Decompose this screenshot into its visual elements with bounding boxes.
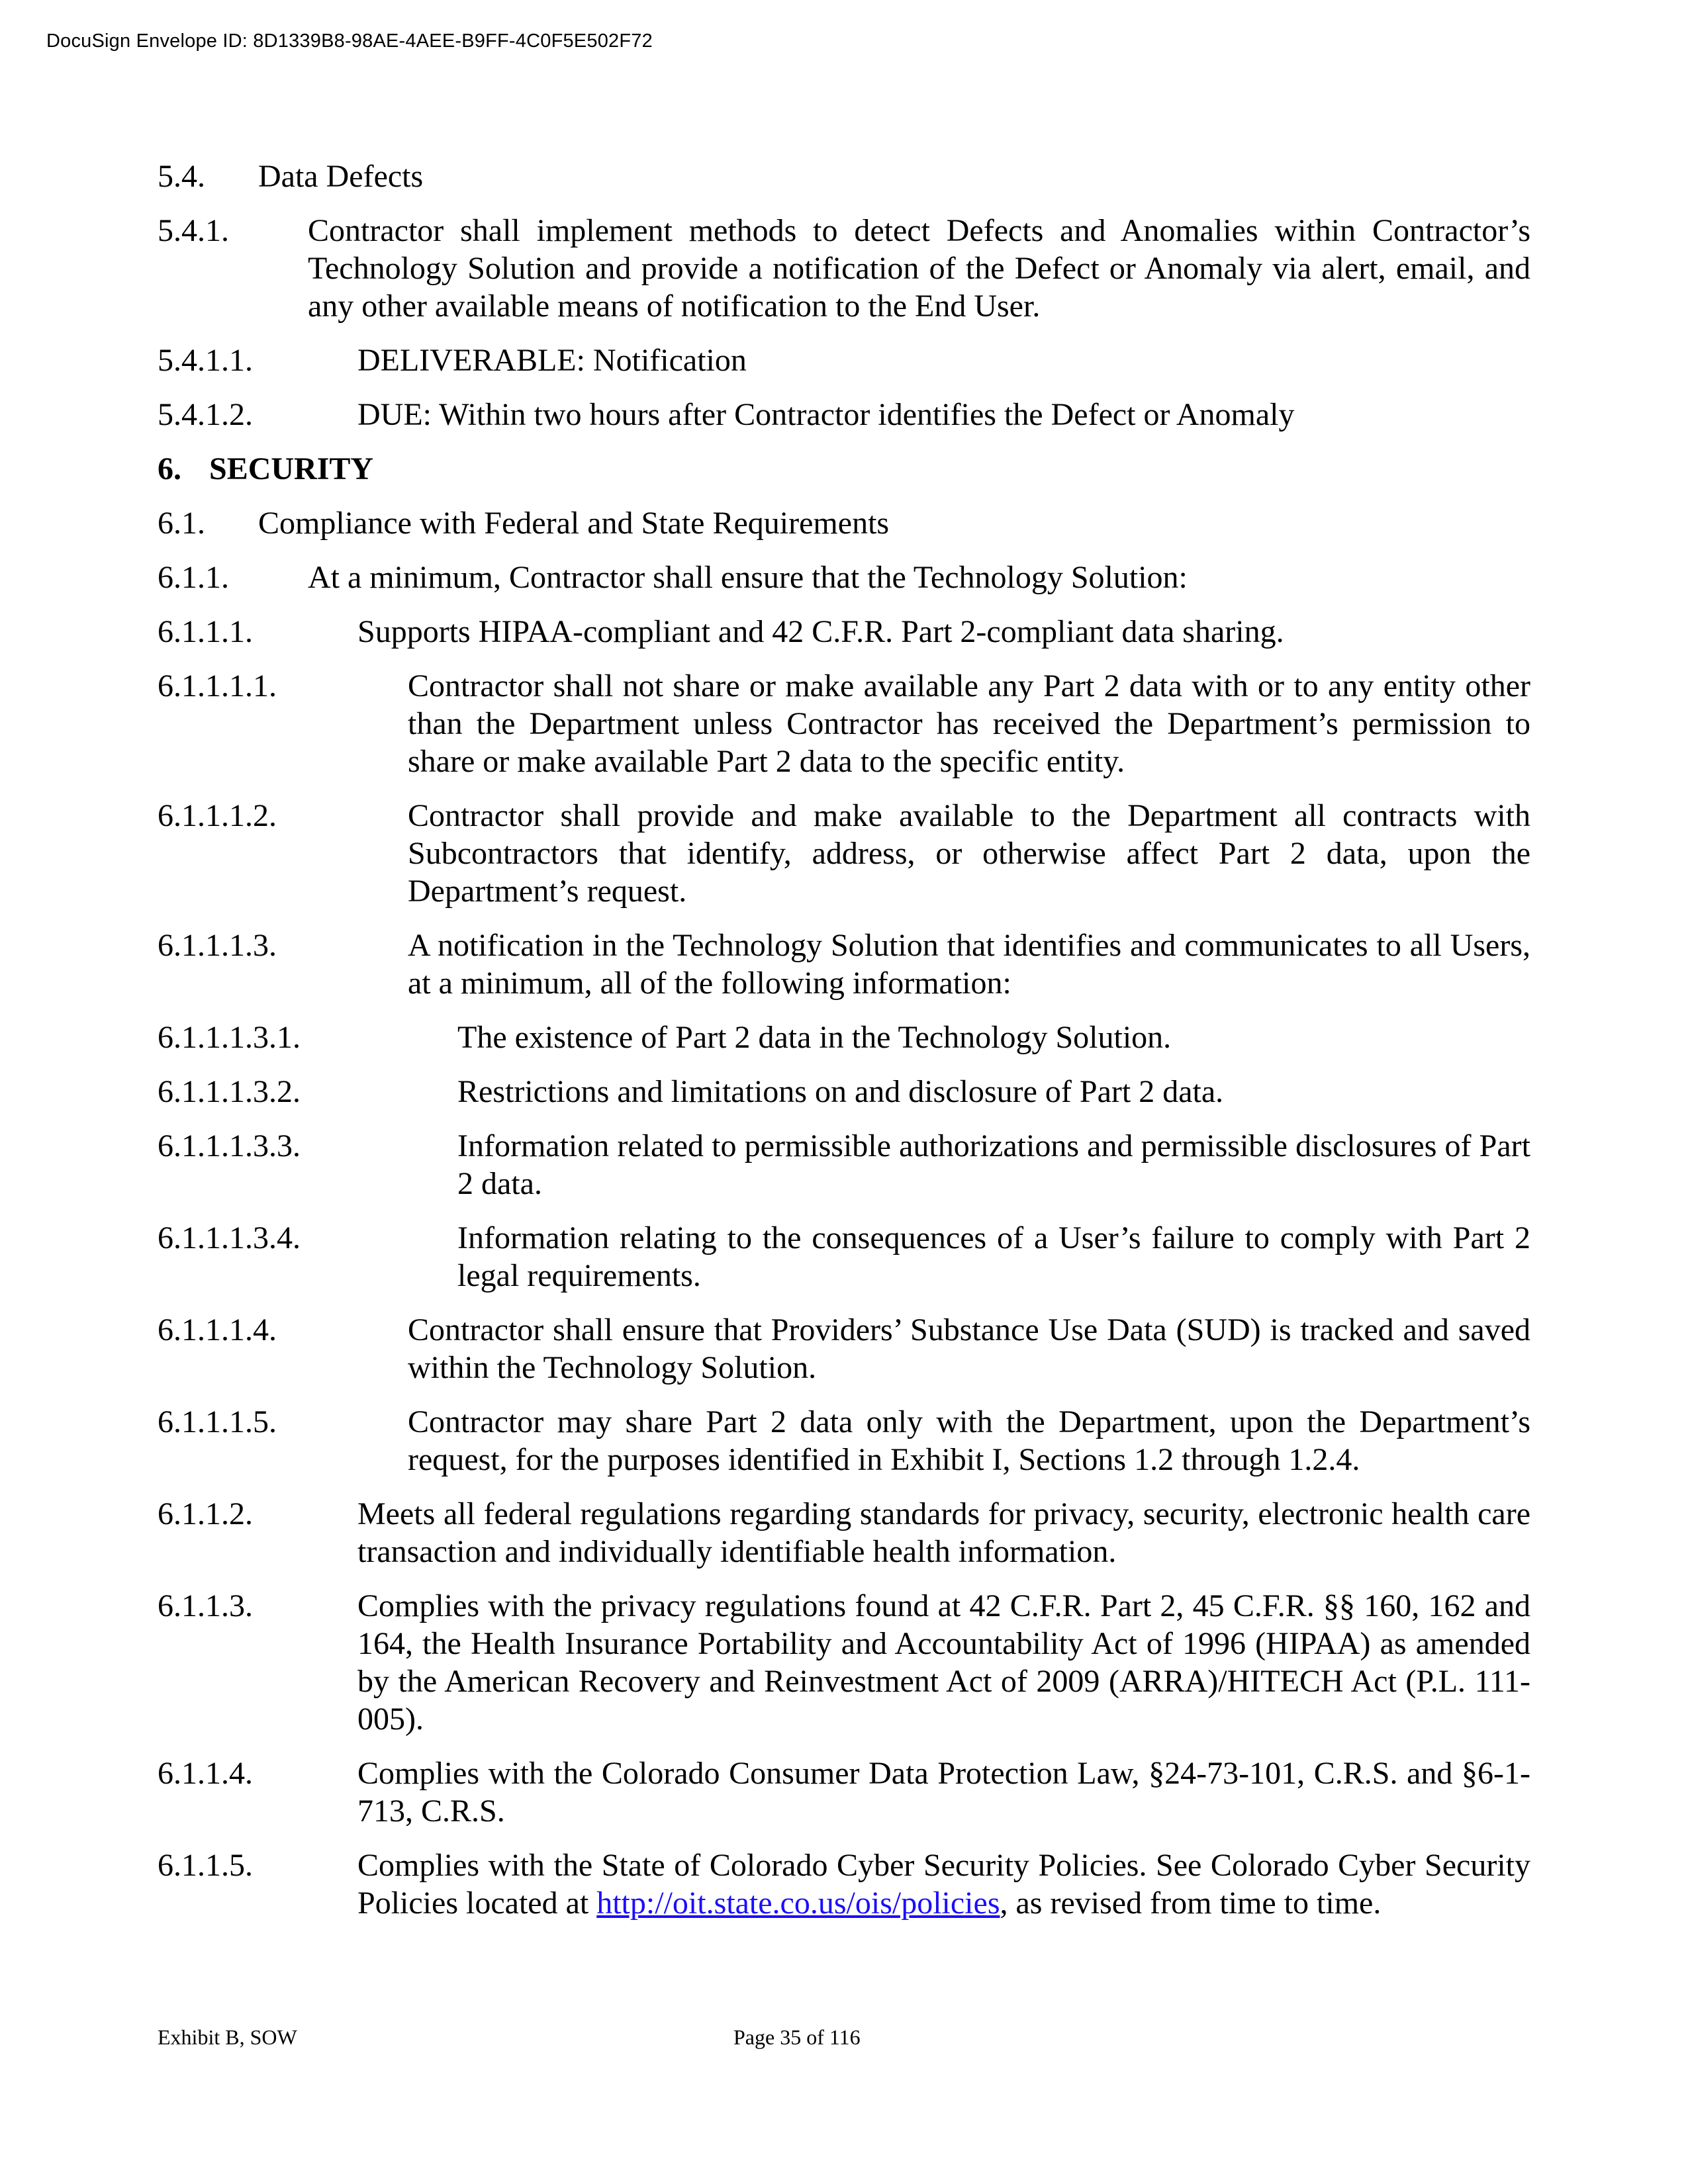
section-number: 6.1.1.4. <box>158 1756 253 1791</box>
section-text <box>357 1846 1530 1922</box>
section-number: 5.4.1.1. <box>158 343 253 378</box>
section-6-1-1-1-3-1 <box>158 1019 1530 1056</box>
section-number: 5.4.1. <box>158 213 229 248</box>
section-text: DELIVERABLE: Notification <box>357 343 747 378</box>
section-number: 6.1.1. <box>158 560 229 595</box>
section-6-1-1-1-3-4 <box>158 1219 1530 1295</box>
section-text: Data Defects <box>258 159 424 194</box>
section-number: 6.1. <box>158 506 205 541</box>
section-text-after: , as revised from time to time. <box>1000 1886 1382 1921</box>
section-6-1-1-1-3-3 <box>158 1127 1530 1203</box>
footer-exhibit: Exhibit B, SOW <box>158 2025 297 2049</box>
cyber-security-policies-link[interactable]: http://oit.state.co.us/ois/policies <box>596 1886 1000 1921</box>
section-5-4-1-1 <box>158 341 1530 379</box>
section-number: 6.1.1.1.3.2. <box>158 1074 301 1109</box>
section-5-4-1-2 <box>158 396 1530 433</box>
section-text: Supports HIPAA-compliant and 42 C.F.R. Part 2-compliant data sharing. <box>357 614 1284 649</box>
section-6-1-1-3 <box>158 1587 1530 1738</box>
section-number: 6.1.1.1.2. <box>158 798 277 833</box>
section-text: Complies with the Colorado Consumer Data Protection Law, §24-73-101, C.R.S. and §6-1-713, C.R.S. <box>357 1756 1530 1829</box>
section-6-1-1-5 <box>158 1846 1530 1922</box>
section-6-1-1-1-5 <box>158 1403 1530 1479</box>
section-text: Contractor may share Part 2 data only with the Department, upon the Department’s request, for the purposes identified in Exhibit I, Sections 1.2 through 1.2.4. <box>408 1404 1530 1477</box>
section-number: 6.1.1.5. <box>158 1848 253 1883</box>
section-6-1 <box>158 504 1530 542</box>
section-number: 6.1.1.1.3. <box>158 928 277 963</box>
section-number: 6.1.1.1.4. <box>158 1312 277 1347</box>
section-text: Restrictions and limitations on and disclosure of Part 2 data. <box>457 1074 1224 1109</box>
section-text: Contractor shall provide and make available to the Department all contracts with Subcontractors that identify, address, or otherwise affect Part 2 data, upon the Department’s request. <box>408 798 1530 909</box>
section-text: Information relating to the consequences of a User’s failure to comply with Part 2 legal requirements. <box>457 1220 1530 1293</box>
section-number: 5.4.1.2. <box>158 397 253 432</box>
section-text: Compliance with Federal and State Requirements <box>258 506 890 541</box>
section-text-before: Complies with the State of Colorado Cyber Security Policies. See Colorado Cyber Security Policies located at <box>357 1848 1530 1921</box>
section-6-1-1-1-3-2 <box>158 1073 1530 1111</box>
section-5-4 <box>158 158 1530 195</box>
section-number: 6.1.1.3. <box>158 1588 253 1623</box>
section-6-1-1-1-4 <box>158 1311 1530 1387</box>
section-text: Contractor shall ensure that Providers’ Substance Use Data (SUD) is tracked and saved within the Technology Solution. <box>408 1312 1530 1385</box>
section-5-4-1 <box>158 212 1530 325</box>
document-body <box>158 158 1530 1938</box>
section-6-1-1 <box>158 559 1530 596</box>
section-text: At a minimum, Contractor shall ensure that the Technology Solution: <box>308 560 1188 595</box>
section-6-1-1-4 <box>158 1754 1530 1830</box>
section-text: Contractor shall not share or make available any Part 2 data with or to any entity other than the Department unless Contractor has received the Department’s permission to share or make available Part 2 data to the specific entity. <box>408 668 1530 779</box>
section-6-heading <box>158 450 1530 488</box>
section-text: A notification in the Technology Solution that identifies and communicates to all Users, at a minimum, all of the following information: <box>408 928 1530 1001</box>
docusign-envelope-id: DocuSign Envelope ID: 8D1339B8-98AE-4AEE-B9FF-4C0F5E502F72 <box>46 30 653 52</box>
section-number: 6.1.1.1. <box>158 614 253 649</box>
section-6-1-1-1 <box>158 613 1530 651</box>
section-heading: SECURITY <box>209 451 374 486</box>
section-6-1-1-1-2 <box>158 797 1530 910</box>
section-6-1-1-1-1 <box>158 667 1530 780</box>
footer-page-number: Page 35 of 116 <box>733 2025 861 2049</box>
section-number: 6.1.1.1.1. <box>158 668 277 704</box>
section-number: 6.1.1.1.5. <box>158 1404 277 1439</box>
section-text: DUE: Within two hours after Contractor identifies the Defect or Anomaly <box>357 397 1295 432</box>
section-text: Contractor shall implement methods to detect Defects and Anomalies within Contractor’s Technology Solution and provide a notification of the Defect or Anomaly via alert, email, and any other available means of notification to the End User. <box>308 213 1530 324</box>
section-number: 6.1.1.1.3.3. <box>158 1128 301 1163</box>
section-text: Meets all federal regulations regarding standards for privacy, security, electronic health care transaction and individually identifiable health information. <box>357 1496 1530 1569</box>
section-number: 6.1.1.1.3.1. <box>158 1020 301 1055</box>
section-number: 6.1.1.1.3.4. <box>158 1220 301 1255</box>
section-text: Complies with the privacy regulations found at 42 C.F.R. Part 2, 45 C.F.R. §§ 160, 162 and 164, the Health Insurance Portability and Accountability Act of 1996 (HIPAA) as amended by the American Recovery and Reinvestment Act of 2009 (ARRA)/HITECH Act (P.L. 111-005). <box>357 1588 1530 1737</box>
section-number: 5.4. <box>158 159 205 194</box>
section-number: 6.1.1.2. <box>158 1496 253 1531</box>
section-text: The existence of Part 2 data in the Technology Solution. <box>457 1020 1172 1055</box>
section-6-1-1-2 <box>158 1495 1530 1570</box>
section-6-1-1-1-3 <box>158 927 1530 1002</box>
section-number: 6. <box>158 451 181 486</box>
section-text: Information related to permissible authorizations and permissible disclosures of Part 2 data. <box>457 1128 1530 1201</box>
